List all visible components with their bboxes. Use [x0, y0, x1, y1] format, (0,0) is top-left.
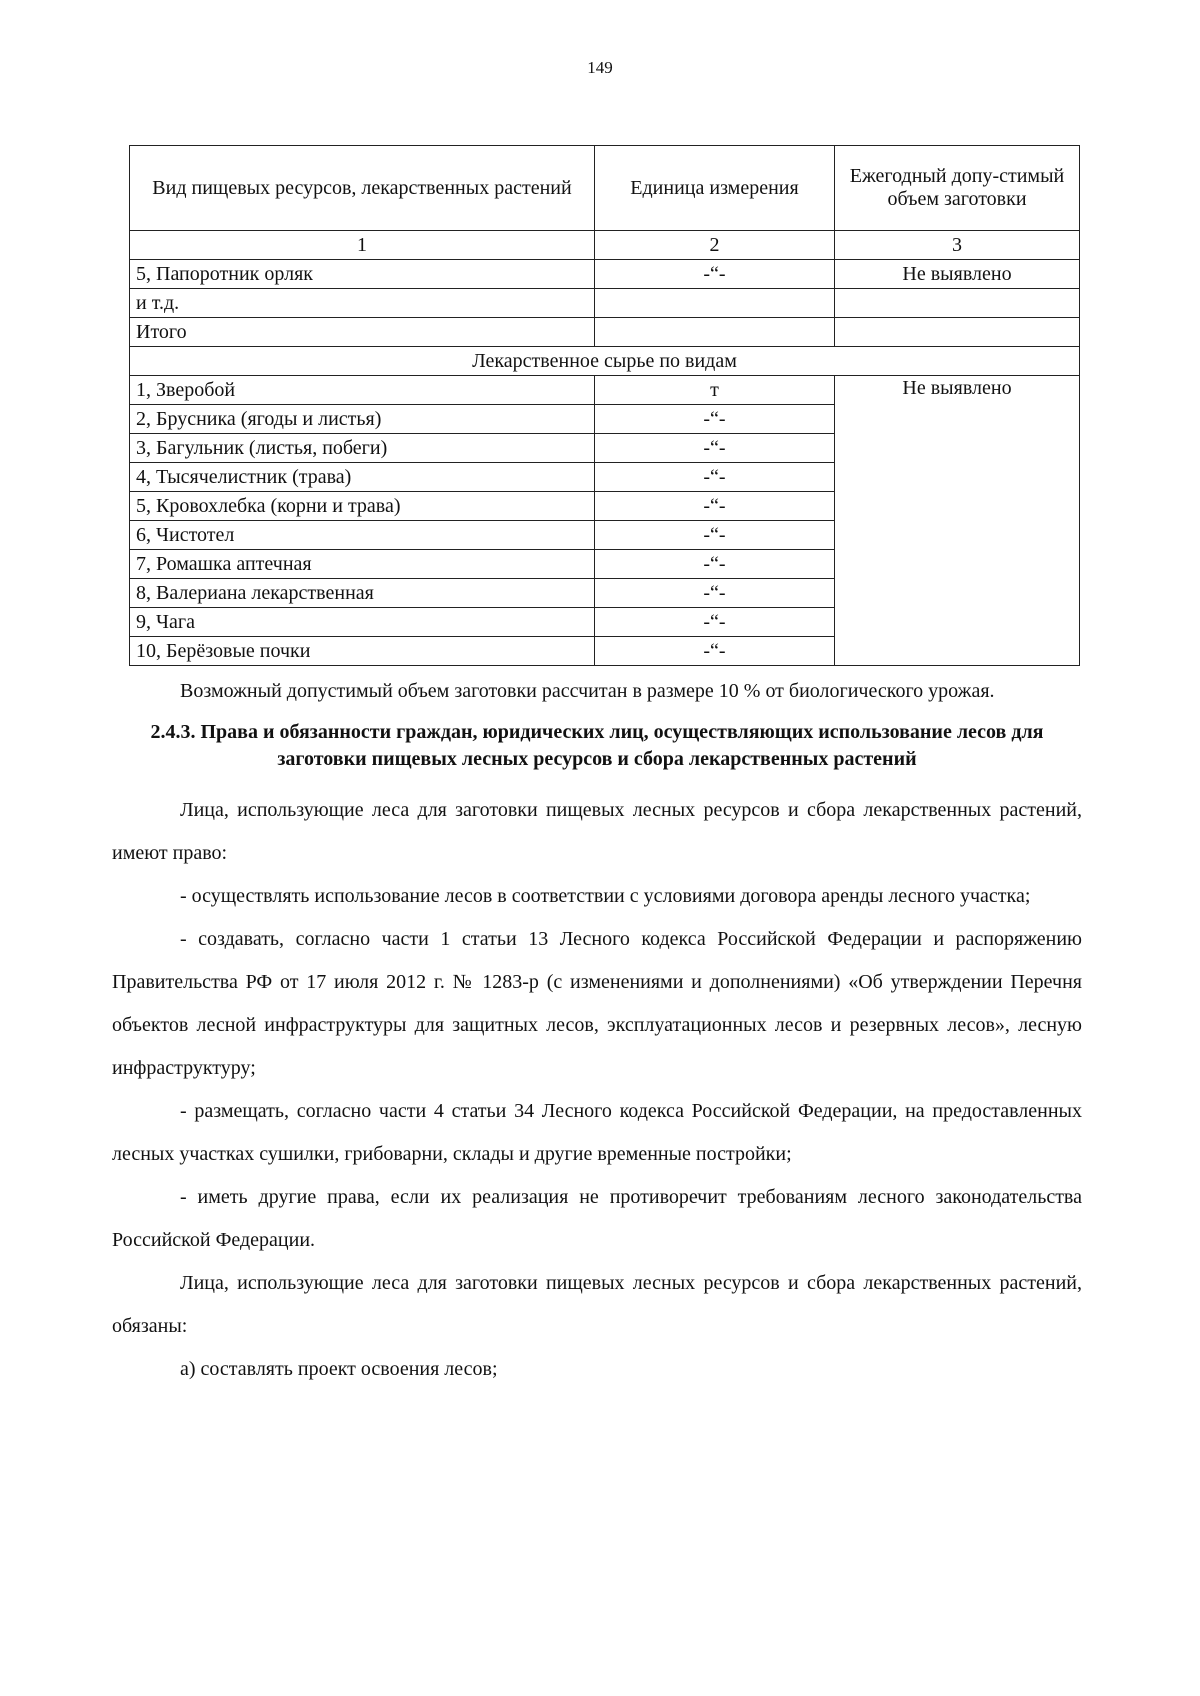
resource-volume	[835, 318, 1080, 347]
medicinal-unit: -“-	[595, 579, 835, 608]
medicinal-unit: -“-	[595, 434, 835, 463]
medicinal-unit: -“-	[595, 521, 835, 550]
table-row	[130, 289, 1080, 318]
medicinal-name: 2, Брусника (ягоды и листья)	[130, 405, 595, 434]
medicinal-name: 5, Кровохлебка (корни и трава)	[130, 492, 595, 521]
table-header-row	[130, 146, 1080, 231]
medicinal-name: 10, Берёзовые почки	[130, 637, 595, 666]
resource-name: и т.д.	[130, 289, 595, 318]
duties-item: а) составлять проект освоения лесов;	[180, 1358, 498, 1380]
resource-unit: -“-	[595, 260, 835, 289]
resource-name: 5, Папоротник орляк	[130, 260, 595, 289]
table-row-total	[130, 318, 1080, 347]
medicinal-name: 7, Ромашка аптечная	[130, 550, 595, 579]
col-number: 2	[595, 231, 835, 260]
resource-unit	[595, 318, 835, 347]
column-numbers-row	[130, 231, 1080, 260]
header-resource-type: Вид пищевых ресурсов, лекарственных растений	[130, 146, 595, 231]
medicinal-name: 6, Чистотел	[130, 521, 595, 550]
medicinal-unit: -“-	[595, 550, 835, 579]
table-row	[130, 260, 1080, 289]
section-row	[130, 347, 1080, 376]
medicinal-unit: -“-	[595, 492, 835, 521]
medicinal-name: 1, Зверобой	[130, 376, 595, 405]
section-heading: 2.4.3. Права и обязанности граждан, юридических лиц, осуществляющих использование лесов для заготовки пищевых лесных ресурсов и сбора лекарственных растений	[150, 721, 1044, 770]
resources-table	[129, 145, 1080, 666]
medicinal-unit: -“-	[595, 463, 835, 492]
medicinal-name: 3, Багульник (листья, побеги)	[130, 434, 595, 463]
medicinal-name: 4, Тысячелистник (трава)	[130, 463, 595, 492]
col-number: 3	[835, 231, 1080, 260]
resource-volume: Не выявлено	[835, 260, 1080, 289]
medicinal-volume: Не выявлено	[835, 376, 1080, 666]
resource-volume	[835, 289, 1080, 318]
rights-intro-paragraph: Лица, использующие леса для заготовки пищевых лесных ресурсов и сбора лекарственных растений, имеют право:	[112, 799, 1082, 864]
duties-intro-paragraph: Лица, использующие леса для заготовки пищевых лесных ресурсов и сбора лекарственных растений, обязаны:	[112, 1272, 1082, 1337]
resource-unit	[595, 289, 835, 318]
medicinal-unit: -“-	[595, 405, 835, 434]
table-row	[130, 376, 1080, 405]
rights-item: - осуществлять использование лесов в соответствии с условиями договора аренды лесного участка;	[180, 885, 1031, 907]
medicinal-name: 8, Валериана лекарственная	[130, 579, 595, 608]
header-annual-volume: Ежегодный допу-стимый объем заготовки	[835, 146, 1080, 231]
section-title: Лекарственное сырье по видам	[130, 347, 1080, 376]
rights-item: - создавать, согласно части 1 статьи 13 Лесного кодекса Российской Федерации и распоряжению Правительства РФ от 17 июля 2012 г. № 1283-р (с изменениями и дополнениями) «Об утверждении Перечня объектов лесной инфраструктуры для защитных лесов, эксплуатационных лесов и резервных лесов», лесную инфраструктуру;	[112, 928, 1082, 1079]
body-text-block	[112, 670, 1082, 1391]
rights-item: - размещать, согласно части 4 статьи 34 Лесного кодекса Российской Федерации, на предоставленных лесных участках сушилки, грибоварни, склады и другие временные постройки;	[112, 1100, 1082, 1165]
note-paragraph: Возможный допустимый объем заготовки рассчитан в размере 10 % от биологического урожая.	[180, 680, 995, 702]
page-number: 149	[587, 58, 613, 77]
medicinal-unit: -“-	[595, 637, 835, 666]
header-unit: Единица измерения	[595, 146, 835, 231]
medicinal-name: 9, Чага	[130, 608, 595, 637]
rights-item: - иметь другие права, если их реализация не противоречит требованиям лесного законодательства Российской Федерации.	[112, 1186, 1082, 1251]
resource-name: Итого	[130, 318, 595, 347]
medicinal-unit: -“-	[595, 608, 835, 637]
medicinal-unit: т	[595, 376, 835, 405]
col-number: 1	[130, 231, 595, 260]
